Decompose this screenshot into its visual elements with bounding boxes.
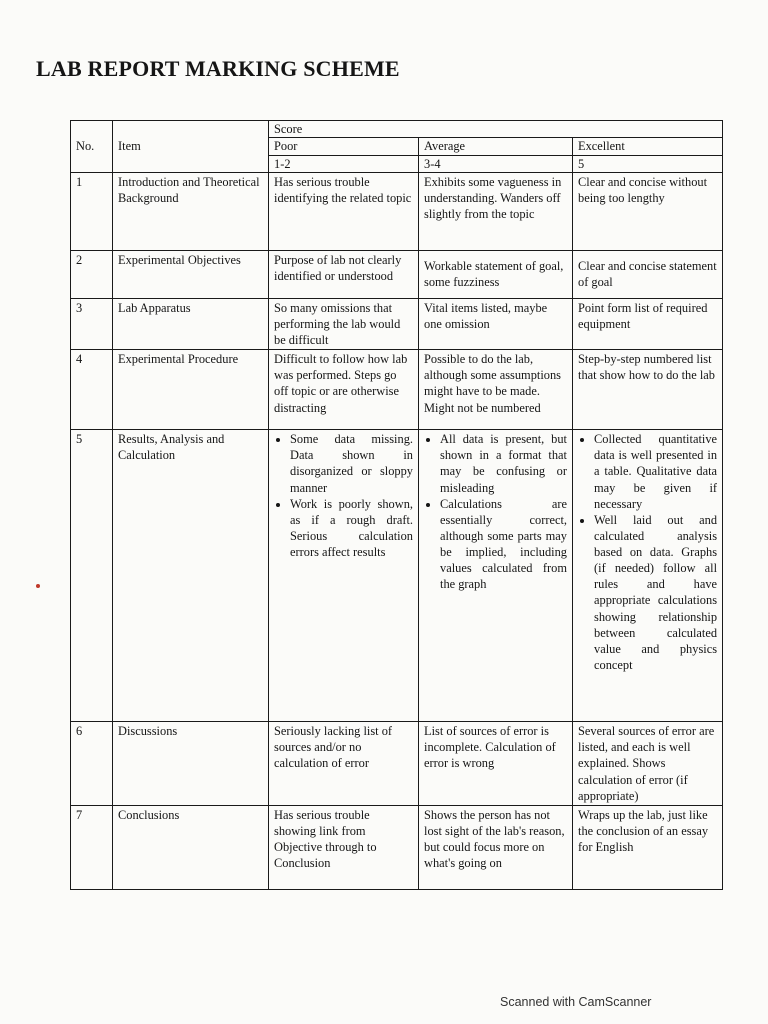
poor-cell: Purpose of lab not clearly identified or understood [269,250,419,298]
average-cell: List of sources of error is incomplete. Calculation of error is wrong [419,722,573,806]
average-cell: Workable statement of goal, some fuzziness [419,250,573,298]
excellent-cell: Point form list of required equipment [573,298,723,349]
row-number: 2 [71,250,113,298]
table-row [71,172,723,250]
excellent-bullet: • Collected quantitative data is well presented in a table. Qualitative data may be given if necessary [594,431,717,512]
poor-bullet: • Work is poorly shown, as if a rough draft. Serious calculation errors affect results [290,496,413,561]
row-number: 1 [71,172,113,250]
marking-scheme-table [70,120,723,890]
header-score: Score [269,121,723,138]
row-item: Discussions [113,722,269,806]
poor-cell: Has serious trouble identifying the related topic [269,172,419,250]
header-no: No. [71,121,113,173]
average-cell [419,430,573,722]
average-cell: Exhibits some vagueness in understanding. Wanders off slightly from the topic [419,172,573,250]
row-number: 5 [71,430,113,722]
excellent-cell: Step-by-step numbered list that show how to do the lab [573,350,723,430]
header-excellent: Excellent [573,138,723,155]
row-item: Introduction and Theoretical Background [113,172,269,250]
header-poor: Poor [269,138,419,155]
average-bullet: • All data is present, but shown in a format that may be confusing or misleading [440,431,567,496]
row-item: Experimental Procedure [113,350,269,430]
average-cell: Vital items listed, maybe one omission [419,298,573,349]
table-row [71,298,723,349]
page-title: LAB REPORT MARKING SCHEME [36,56,400,81]
row-number: 4 [71,350,113,430]
header-item: Item [113,121,269,173]
average-cell: Shows the person has not lost sight of the lab's reason, but could focus more on what's going on [419,805,573,889]
poor-bullet: • Some data missing. Data shown in disorganized or sloppy manner [290,431,413,496]
row-item: Lab Apparatus [113,298,269,349]
poor-cell: Has serious trouble showing link from Objective through to Conclusion [269,805,419,889]
table-row [71,350,723,430]
poor-cell: So many omissions that performing the lab would be difficult [269,298,419,349]
row-number: 6 [71,722,113,806]
row-item: Experimental Objectives [113,250,269,298]
poor-cell [269,430,419,722]
header-average-range: 3-4 [419,155,573,172]
row-item: Conclusions [113,805,269,889]
excellent-cell: Wraps up the lab, just like the conclusion of an essay for English [573,805,723,889]
table-row [71,805,723,889]
header-average: Average [419,138,573,155]
average-bullet: • Calculations are essentially correct, although some parts may be implied, including values calculated from the graph [440,496,567,593]
header-excellent-range: 5 [573,155,723,172]
row-item: Results, Analysis and Calculation [113,430,269,722]
excellent-cell [573,430,723,722]
excellent-bullet: • Well laid out and calculated analysis based on data. Graphs (if needed) follow all rules and have appropriate calculations showing relationship between calculated value and physics concept [594,512,717,673]
excellent-cell: Clear and concise without being too lengthy [573,172,723,250]
average-cell: Possible to do the lab, although some assumptions might have to be made. Might not be numbered [419,350,573,430]
excellent-cell: Clear and concise statement of goal [573,250,723,298]
header-poor-range: 1-2 [269,155,419,172]
margin-dot [36,584,40,588]
poor-cell: Seriously lacking list of sources and/or no calculation of error [269,722,419,806]
excellent-cell: Several sources of error are listed, and each is well explained. Shows calculation of error (if appropriate) [573,722,723,806]
row-number: 3 [71,298,113,349]
poor-cell: Difficult to follow how lab was performed. Steps go off topic or are otherwise distracting [269,350,419,430]
table-row [71,430,723,722]
row-number: 7 [71,805,113,889]
table-row [71,250,723,298]
table-row [71,722,723,806]
scanner-watermark: Scanned with CamScanner [500,995,652,1009]
